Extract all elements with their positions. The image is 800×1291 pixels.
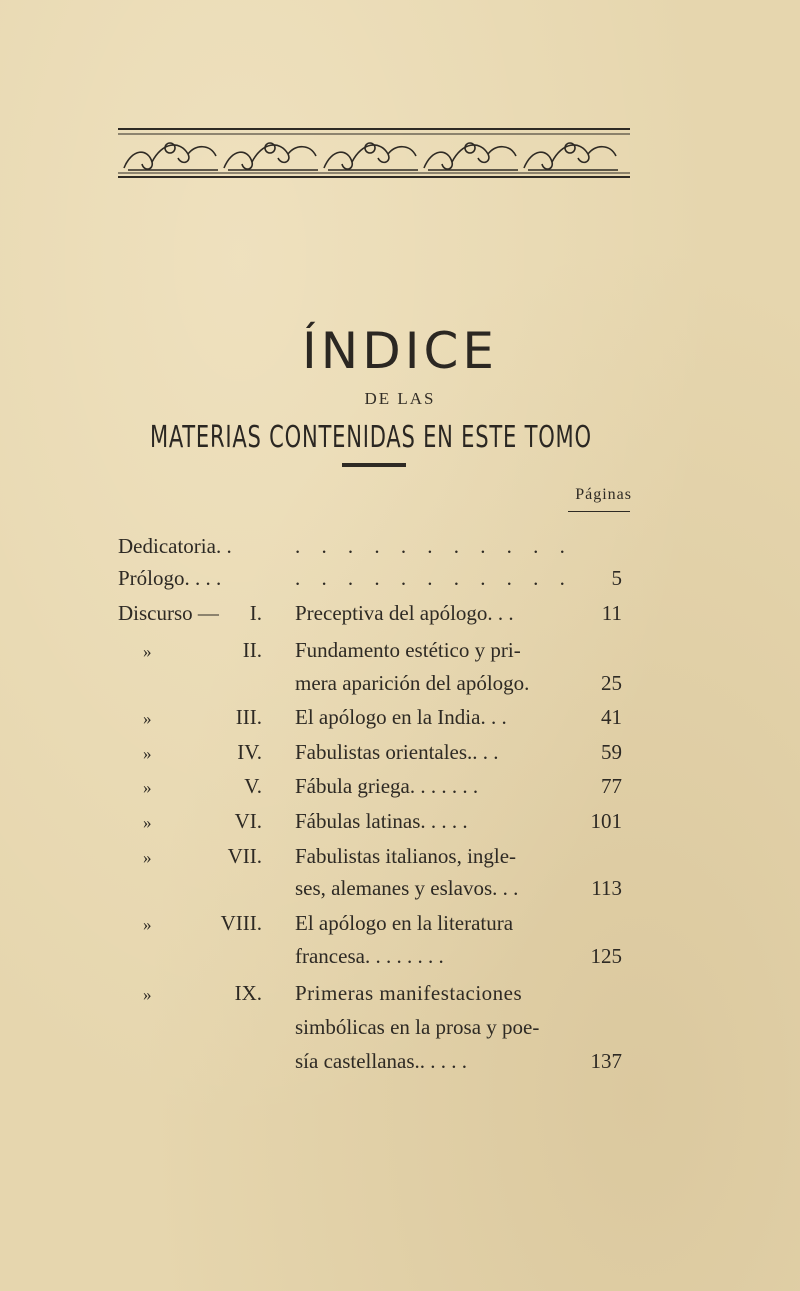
ditto-mark: »	[143, 915, 152, 934]
toc-entry	[0, 981, 800, 1013]
entry-description: sía castellanas.. . . . .	[295, 1049, 468, 1073]
entry-description: Fábulas latinas. . . . .	[295, 809, 468, 833]
entry-description: Fabulistas italianos, ingle-	[295, 844, 517, 868]
toc-entry-continuation	[0, 876, 800, 908]
entry-description: mera aparición del apólogo.	[295, 671, 530, 695]
toc-entry	[0, 809, 800, 841]
entry-description: Primeras manifestaciones	[295, 981, 523, 1005]
toc-entry	[0, 566, 800, 598]
entry-page: 101	[590, 809, 622, 833]
toc-entry	[0, 911, 800, 943]
entry-page: 137	[590, 1049, 622, 1073]
entry-number: IX.	[234, 981, 262, 1005]
entry-description: El apólogo en la literatura	[295, 911, 514, 935]
ditto-mark: »	[143, 813, 152, 832]
toc-entry	[0, 740, 800, 772]
entry-description: Preceptiva del apólogo. . .	[295, 601, 514, 625]
entry-page: 125	[590, 944, 622, 968]
entry-description: El apólogo en la India. . .	[295, 705, 507, 729]
ditto-mark: »	[143, 985, 152, 1004]
toc-entry	[0, 638, 800, 670]
entry-label: Prólogo. . . .	[118, 566, 222, 590]
entry-description: ses, alemanes y eslavos. . .	[295, 876, 519, 900]
entry-label: Dedicatoria. .	[118, 534, 232, 558]
entry-page: 59	[601, 740, 622, 764]
pages-column-label: Páginas	[575, 486, 632, 503]
page-subheading: MATERIAS CONTENIDAS EN ESTE TOMO	[149, 420, 592, 455]
page-title: ÍNDICE	[302, 322, 498, 380]
ditto-mark: »	[143, 744, 152, 763]
entry-number: IV.	[237, 740, 262, 764]
toc-entry-continuation	[0, 671, 800, 703]
entry-number: II.	[242, 638, 262, 662]
ditto-mark: »	[143, 709, 152, 728]
toc-entry-continuation	[0, 1015, 800, 1047]
toc-entry	[0, 705, 800, 737]
entry-description: simbólicas en la prosa y poe-	[295, 1015, 540, 1039]
toc-entry	[0, 601, 800, 633]
page-subtitle: DE LAS	[364, 389, 436, 408]
entry-page: 41	[601, 705, 622, 729]
entry-description: Fabulistas orientales.. . .	[295, 740, 499, 764]
entry-number: VIII.	[220, 911, 262, 935]
title-divider	[342, 463, 406, 467]
toc-entry-continuation	[0, 1049, 800, 1081]
entry-page: 5	[611, 566, 622, 590]
toc-entry	[0, 534, 800, 566]
toc-entry-continuation	[0, 944, 800, 976]
decorative-header-ornament	[118, 126, 630, 182]
entry-number: III.	[235, 705, 262, 729]
entry-page: 77	[601, 774, 622, 798]
entry-description: Fábula griega. . . . . . .	[295, 774, 479, 798]
entry-number: VII.	[227, 844, 262, 868]
entry-number: I.	[249, 601, 262, 625]
entry-number: VI.	[234, 809, 262, 833]
entry-page: 25	[601, 671, 622, 695]
toc-entry	[0, 774, 800, 806]
pages-column-underline	[568, 511, 630, 512]
entry-description: Fundamento estético y pri-	[295, 638, 521, 662]
ditto-mark: »	[143, 778, 152, 797]
entry-description: francesa. . . . . . . .	[295, 944, 444, 968]
ditto-mark: »	[143, 642, 152, 661]
entry-page: 11	[601, 601, 622, 625]
entry-page: 113	[591, 876, 622, 900]
entry-label: Discurso —	[118, 601, 219, 625]
entry-description: . . . . . . . . . . .	[295, 534, 573, 558]
entry-number: V.	[244, 774, 262, 798]
entry-description: . . . . . . . . . . .	[295, 566, 573, 590]
toc-entry	[0, 844, 800, 876]
ditto-mark: »	[143, 848, 152, 867]
